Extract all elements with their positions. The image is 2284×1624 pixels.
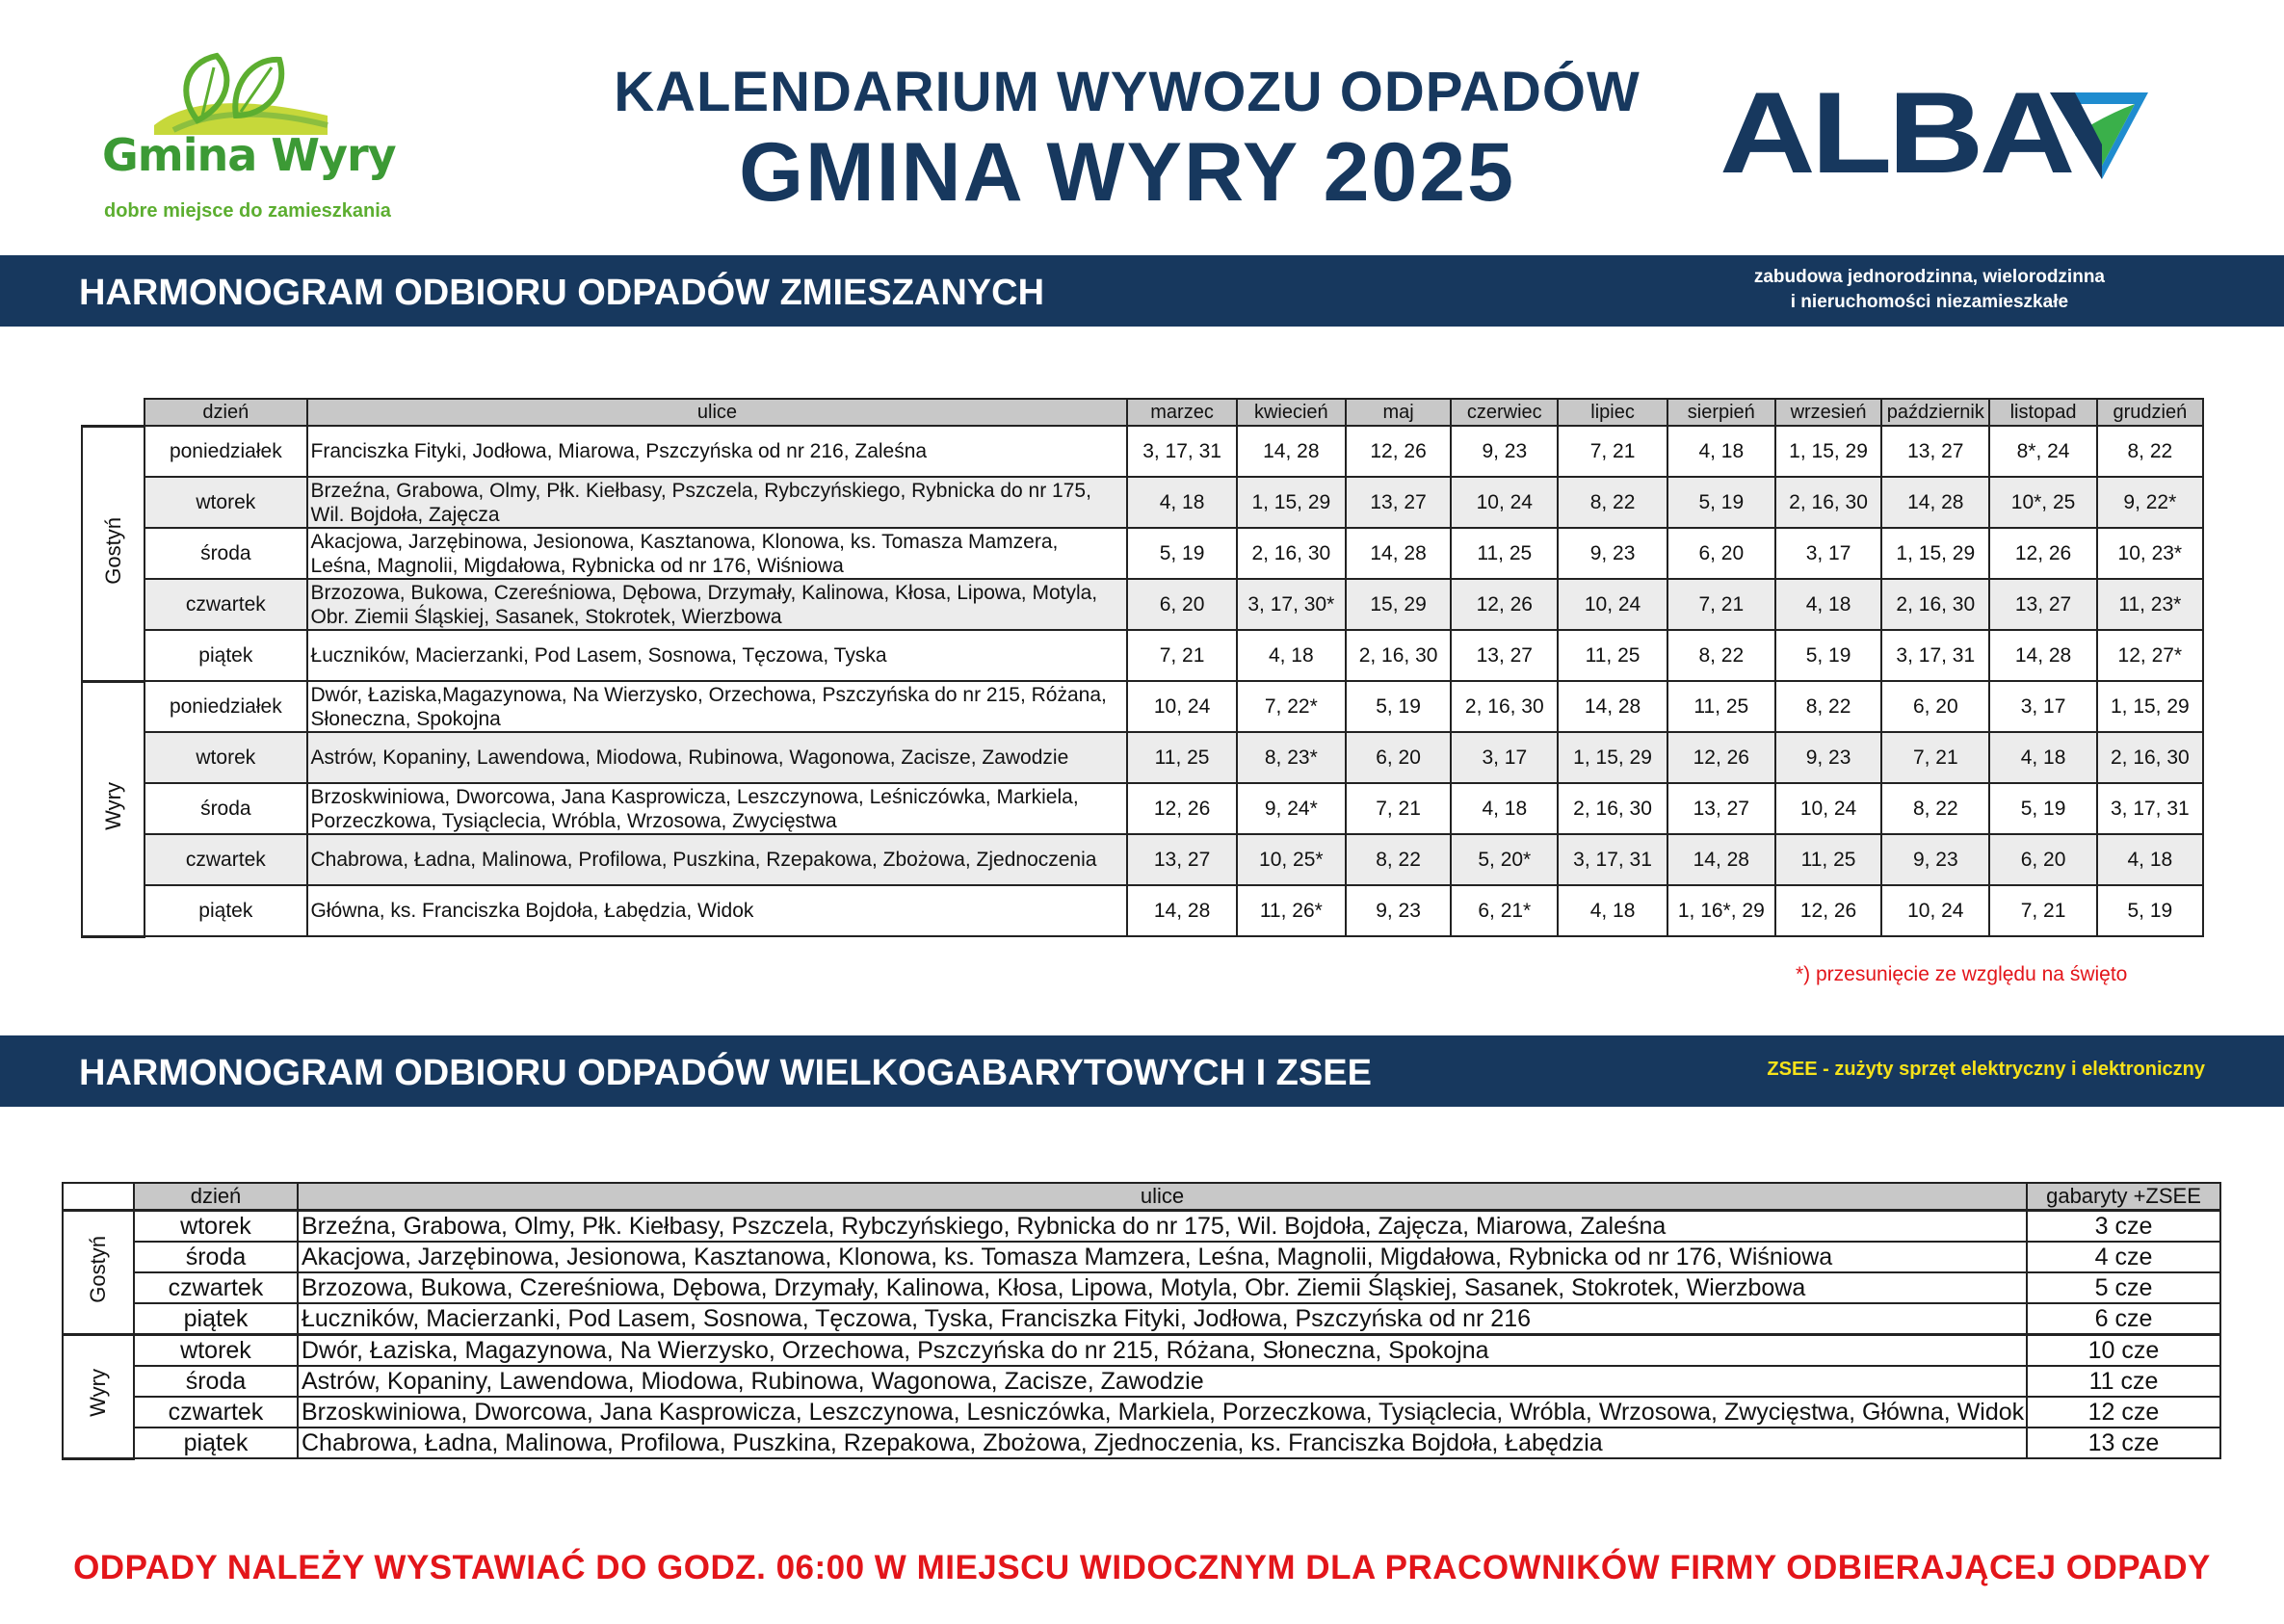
section1-title: HARMONOGRAM ODBIORU ODPADÓW ZMIESZANYCH	[79, 273, 1045, 313]
table-row	[63, 1428, 2220, 1458]
table-row	[82, 885, 2203, 936]
date-cell: 10, 24	[1881, 885, 1989, 936]
date-cell: 13, 27	[1881, 426, 1989, 477]
date-cell: 3, 17, 30*	[1237, 579, 1346, 630]
date-cell: 9, 24*	[1237, 783, 1346, 834]
date-cell: 13, 27	[1127, 834, 1236, 885]
mixed-waste-schedule-table	[81, 398, 2204, 938]
table-row	[63, 1242, 2220, 1272]
table-row	[82, 783, 2203, 834]
date-cell: 1, 15, 29	[2097, 681, 2203, 732]
table-row	[63, 1211, 2220, 1243]
date-cell: 11, 26*	[1237, 885, 1346, 936]
date-cell: 2, 16, 30	[1881, 579, 1989, 630]
date-cell: 8, 22	[1346, 834, 1451, 885]
date-cell: 4, 18	[1237, 630, 1346, 681]
streets-cell: Dwór, Łaziska, Magazynowa, Na Wierzysko, Orzechowa, Pszczyńska do nr 215, Różana, Słoneczna, Spokojna	[298, 1335, 2027, 1367]
streets-cell: Akacjowa, Jarzębinowa, Jesionowa, Kasztanowa, Klonowa, ks. Tomasza Mamzera, Leśna, Magnolii, Migdałowa, Rybnicka od nr 176, Wiśniowa	[307, 528, 1128, 579]
date-cell: 2, 16, 30	[1558, 783, 1667, 834]
day-cell: środa	[134, 1366, 298, 1397]
page-title-line2: GMINA WYRY 2025	[739, 126, 1515, 219]
section1-note	[1754, 265, 2105, 315]
date-cell: 13, 27	[1346, 477, 1451, 528]
streets-cell: Brzozowa, Bukowa, Czereśniowa, Dębowa, Drzymały, Kalinowa, Kłosa, Lipowa, Motyla, Obr. Ziemii Śląskiej, Sasanek, Stokrotek, Wierzbowa	[307, 579, 1128, 630]
date-cell: 13, 27	[1451, 630, 1558, 681]
day-cell: wtorek	[134, 1211, 298, 1243]
date-cell: 8, 22	[1558, 477, 1667, 528]
date-cell: 10, 24	[1127, 681, 1236, 732]
date-cell: 14, 28	[1989, 630, 2096, 681]
day-cell: wtorek	[144, 477, 306, 528]
day-cell: czwartek	[134, 1272, 298, 1303]
date-cell: 12 cze	[2027, 1397, 2220, 1428]
table-row	[63, 1397, 2220, 1428]
header-month-august: sierpień	[1667, 399, 1775, 426]
date-cell: 8*, 24	[1989, 426, 2096, 477]
date-cell: 7, 21	[1127, 630, 1236, 681]
date-cell: 7, 21	[1558, 426, 1667, 477]
table-row	[82, 630, 2203, 681]
date-cell: 11, 25	[1775, 834, 1881, 885]
header-month-may: maj	[1346, 399, 1451, 426]
date-cell: 10, 24	[1451, 477, 1558, 528]
date-cell: 12, 26	[1127, 783, 1236, 834]
date-cell: 8, 22	[1775, 681, 1881, 732]
date-cell: 3, 17	[1775, 528, 1881, 579]
table-row	[82, 834, 2203, 885]
streets-cell: Astrów, Kopaniny, Lawendowa, Miodowa, Rubinowa, Wagonowa, Zacisze, Zawodzie	[298, 1366, 2027, 1397]
streets-cell: Brzoskwiniowa, Dworcowa, Jana Kasprowicza, Leszczynowa, Leśniczówka, Markiela, Porzeczkowa, Tysiąclecia, Wróbla, Wrzosowa, Zwycięstwa	[307, 783, 1128, 834]
table-row	[82, 681, 2203, 732]
date-cell: 11, 25	[1451, 528, 1558, 579]
date-cell: 7, 21	[1989, 885, 2096, 936]
date-cell: 10*, 25	[1989, 477, 2096, 528]
gmina-logo-name: Gmina Wyry	[102, 129, 396, 181]
date-cell: 4, 18	[2097, 834, 2203, 885]
group-label-cell	[63, 1335, 134, 1459]
streets-cell: Brzozowa, Bukowa, Czereśniowa, Dębowa, Drzymały, Kalinowa, Kłosa, Lipowa, Motyla, Obr. Ziemii Śląskiej, Sasanek, Stokrotek, Wierzbowa	[298, 1272, 2027, 1303]
table-row	[63, 1366, 2220, 1397]
date-cell: 13, 27	[1667, 783, 1775, 834]
date-cell: 1, 15, 29	[1881, 528, 1989, 579]
date-cell: 8, 23*	[1237, 732, 1346, 783]
date-cell: 14, 28	[1667, 834, 1775, 885]
gmina-logo	[96, 48, 395, 231]
date-cell: 8, 22	[1667, 630, 1775, 681]
streets-cell: Brzeźna, Grabowa, Olmy, Płk. Kiełbasy, Pszczela, Rybczyńskiego, Rybnicka do nr 175, Wil. Bojdoła, Zajęcza, Miarowa, Zaleśna	[298, 1211, 2027, 1243]
streets-cell: Łuczników, Macierzanki, Pod Lasem, Sosnowa, Tęczowa, Tyska, Franciszka Fityki, Jodłowa, Pszczyńska od nr 216	[298, 1303, 2027, 1335]
date-cell: 12, 26	[1775, 885, 1881, 936]
date-cell: 5, 20*	[1451, 834, 1558, 885]
date-cell: 4 cze	[2027, 1242, 2220, 1272]
header-day: dzień	[144, 399, 306, 426]
date-cell: 12, 26	[1989, 528, 2096, 579]
header-month-june: czerwiec	[1451, 399, 1558, 426]
date-cell: 10, 24	[1558, 579, 1667, 630]
date-cell: 9, 23	[1881, 834, 1989, 885]
day-cell: piątek	[144, 885, 306, 936]
date-cell: 12, 27*	[2097, 630, 2203, 681]
date-cell: 6, 21*	[1451, 885, 1558, 936]
date-cell: 10, 23*	[2097, 528, 2203, 579]
date-cell: 12, 26	[1346, 426, 1451, 477]
day-cell: piątek	[134, 1428, 298, 1458]
date-cell: 7, 22*	[1237, 681, 1346, 732]
date-cell: 11, 25	[1667, 681, 1775, 732]
streets-cell: Franciszka Fityki, Jodłowa, Miarowa, Pszczyńska od nr 216, Zaleśna	[307, 426, 1128, 477]
day-cell: piątek	[134, 1303, 298, 1335]
date-cell: 14, 28	[1881, 477, 1989, 528]
day-cell: czwartek	[134, 1397, 298, 1428]
day-cell: wtorek	[144, 732, 306, 783]
day-cell: środa	[134, 1242, 298, 1272]
date-cell: 2, 16, 30	[1237, 528, 1346, 579]
date-cell: 2, 16, 30	[1346, 630, 1451, 681]
date-cell: 13 cze	[2027, 1428, 2220, 1458]
table-header-row	[63, 1183, 2220, 1211]
date-cell: 11, 23*	[2097, 579, 2203, 630]
header-streets: ulice	[298, 1183, 2027, 1211]
date-cell: 6 cze	[2027, 1303, 2220, 1335]
day-cell: poniedziałek	[144, 426, 306, 477]
date-cell: 9, 23	[1558, 528, 1667, 579]
leaves-icon	[144, 48, 337, 135]
table-row	[82, 477, 2203, 528]
section2-note: ZSEE - zużyty sprzęt elektryczny i elektroniczny	[1767, 1059, 2205, 1080]
date-cell: 13, 27	[1989, 579, 2096, 630]
streets-cell: Chabrowa, Ładna, Malinowa, Profilowa, Puszkina, Rzepakowa, Zbożowa, Zjednoczenia	[307, 834, 1128, 885]
group-label-cell	[82, 681, 144, 936]
header-month-july: lipiec	[1558, 399, 1667, 426]
footnote-holiday-shift: *) przesunięcie ze względu na święto	[1796, 963, 2128, 985]
table-row	[82, 528, 2203, 579]
date-cell: 6, 20	[1346, 732, 1451, 783]
date-cell: 7, 21	[1881, 732, 1989, 783]
group-label-cell	[82, 426, 144, 681]
section1-note-line2: i nieruchomości niezamieszkałe	[1790, 292, 2069, 312]
section1-banner	[0, 255, 2284, 327]
streets-cell: Brzoskwiniowa, Dworcowa, Jana Kasprowicza, Leszczynowa, Lesniczówka, Markiela, Porzeczkowa, Tysiąclecia, Wróbla, Wrzosowa, Zwycięstwa, Główna, Widok	[298, 1397, 2027, 1428]
date-cell: 12, 26	[1667, 732, 1775, 783]
streets-cell: Akacjowa, Jarzębinowa, Jesionowa, Kasztanowa, Klonowa, ks. Tomasza Mamzera, Leśna, Magnolii, Migdałowa, Rybnicka od nr 176, Wiśniowa	[298, 1242, 2027, 1272]
date-cell: 7, 21	[1346, 783, 1451, 834]
header-month-december: grudzień	[2097, 399, 2203, 426]
group-label: Wyry	[86, 1369, 110, 1418]
gmina-logo-tagline: dobre miejsce do zamieszkania	[104, 200, 391, 222]
day-cell: poniedziałek	[144, 681, 306, 732]
section1-note-line1: zabudowa jednorodzinna, wielorodzinna	[1753, 267, 2105, 287]
section2-banner	[0, 1035, 2284, 1107]
alba-logo-icon	[2046, 87, 2152, 183]
date-cell: 12, 26	[1451, 579, 1558, 630]
date-cell: 4, 18	[1667, 426, 1775, 477]
date-cell: 1, 15, 29	[1558, 732, 1667, 783]
date-cell: 3 cze	[2027, 1211, 2220, 1243]
date-cell: 5, 19	[1989, 783, 2096, 834]
streets-cell: Dwór, Łaziska,Magazynowa, Na Wierzysko, Orzechowa, Pszczyńska do nr 215, Różana, Słoneczna, Spokojna	[307, 681, 1128, 732]
day-cell: czwartek	[144, 579, 306, 630]
date-cell: 3, 17, 31	[1558, 834, 1667, 885]
date-cell: 15, 29	[1346, 579, 1451, 630]
date-cell: 3, 17	[1451, 732, 1558, 783]
date-cell: 3, 17, 31	[2097, 783, 2203, 834]
table-row	[82, 426, 2203, 477]
footer-instruction: ODPADY NALEŻY WYSTAWIAĆ DO GODZ. 06:00 W MIEJSCU WIDOCZNYM DLA PRACOWNIKÓW FIRMY ODBIERAJĄCEJ ODPADY	[73, 1549, 2211, 1586]
date-cell: 14, 28	[1558, 681, 1667, 732]
day-cell: czwartek	[144, 834, 306, 885]
table-row	[82, 579, 2203, 630]
date-cell: 2, 16, 30	[2097, 732, 2203, 783]
header-month-october: październik	[1881, 399, 1989, 426]
date-cell: 11, 25	[1558, 630, 1667, 681]
date-cell: 9, 23	[1775, 732, 1881, 783]
streets-cell: Brzeźna, Grabowa, Olmy, Płk. Kiełbasy, Pszczela, Rybczyńskiego, Rybnicka do nr 175, Wil. Bojdoła, Zajęcza	[307, 477, 1128, 528]
streets-cell: Astrów, Kopaniny, Lawendowa, Miodowa, Rubinowa, Wagonowa, Zacisze, Zawodzie	[307, 732, 1128, 783]
date-cell: 6, 20	[1667, 528, 1775, 579]
date-cell: 5, 19	[1667, 477, 1775, 528]
date-cell: 6, 20	[1989, 834, 2096, 885]
header-day: dzień	[134, 1183, 298, 1211]
group-label: Wyry	[100, 781, 125, 830]
date-cell: 10, 24	[1775, 783, 1881, 834]
date-cell: 9, 23	[1451, 426, 1558, 477]
date-cell: 5, 19	[1127, 528, 1236, 579]
day-cell: piątek	[144, 630, 306, 681]
date-cell: 4, 18	[1451, 783, 1558, 834]
date-cell: 10 cze	[2027, 1335, 2220, 1367]
date-cell: 11 cze	[2027, 1366, 2220, 1397]
header-month-april: kwiecień	[1237, 399, 1346, 426]
date-cell: 2, 16, 30	[1775, 477, 1881, 528]
day-cell: wtorek	[134, 1335, 298, 1367]
date-cell: 5, 19	[2097, 885, 2203, 936]
table-header-row	[82, 399, 2203, 426]
date-cell: 4, 18	[1989, 732, 2096, 783]
date-cell: 8, 22	[2097, 426, 2203, 477]
header-month-november: listopad	[1989, 399, 2096, 426]
alba-logo-text: ALBA	[1720, 68, 2071, 197]
group-label: Gostyń	[100, 516, 125, 585]
streets-cell: Główna, ks. Franciszka Bojdoła, Łabędzia, Widok	[307, 885, 1128, 936]
corner-cell	[63, 1183, 134, 1211]
group-label: Gostyń	[86, 1235, 110, 1303]
date-cell: 9, 23	[1346, 885, 1451, 936]
date-cell: 4, 18	[1558, 885, 1667, 936]
streets-cell: Łuczników, Macierzanki, Pod Lasem, Sosnowa, Tęczowa, Tyska	[307, 630, 1128, 681]
date-cell: 14, 28	[1237, 426, 1346, 477]
page-title-line1: KALENDARIUM WYWOZU ODPADÓW	[614, 61, 1641, 123]
date-cell: 2, 16, 30	[1451, 681, 1558, 732]
corner-cell	[82, 399, 144, 426]
date-cell: 4, 18	[1775, 579, 1881, 630]
date-cell: 10, 25*	[1237, 834, 1346, 885]
table-row	[63, 1303, 2220, 1335]
group-label-cell	[63, 1211, 134, 1335]
section2-title: HARMONOGRAM ODBIORU ODPADÓW WIELKOGABARYTOWYCH I ZSEE	[79, 1053, 1372, 1093]
date-cell: 14, 28	[1127, 885, 1236, 936]
header-streets: ulice	[307, 399, 1128, 426]
header-date: gabaryty +ZSEE	[2027, 1183, 2220, 1211]
date-cell: 4, 18	[1127, 477, 1236, 528]
table-row	[82, 732, 2203, 783]
date-cell: 1, 16*, 29	[1667, 885, 1775, 936]
table-row	[63, 1335, 2220, 1367]
day-cell: środa	[144, 528, 306, 579]
date-cell: 6, 20	[1881, 681, 1989, 732]
streets-cell: Chabrowa, Ładna, Malinowa, Profilowa, Puszkina, Rzepakowa, Zbożowa, Zjednoczenia, ks. Franciszka Bojdoła, Łabędzia	[298, 1428, 2027, 1458]
date-cell: 5 cze	[2027, 1272, 2220, 1303]
header-month-september: wrzesień	[1775, 399, 1881, 426]
table-row	[63, 1272, 2220, 1303]
header-month-march: marzec	[1127, 399, 1236, 426]
date-cell: 11, 25	[1127, 732, 1236, 783]
date-cell: 7, 21	[1667, 579, 1775, 630]
date-cell: 8, 22	[1881, 783, 1989, 834]
date-cell: 5, 19	[1775, 630, 1881, 681]
date-cell: 3, 17, 31	[1127, 426, 1236, 477]
date-cell: 9, 22*	[2097, 477, 2203, 528]
date-cell: 3, 17	[1989, 681, 2096, 732]
date-cell: 14, 28	[1346, 528, 1451, 579]
date-cell: 1, 15, 29	[1237, 477, 1346, 528]
date-cell: 1, 15, 29	[1775, 426, 1881, 477]
date-cell: 6, 20	[1127, 579, 1236, 630]
date-cell: 3, 17, 31	[1881, 630, 1989, 681]
bulky-waste-schedule-table	[62, 1182, 2221, 1460]
date-cell: 5, 19	[1346, 681, 1451, 732]
day-cell: środa	[144, 783, 306, 834]
